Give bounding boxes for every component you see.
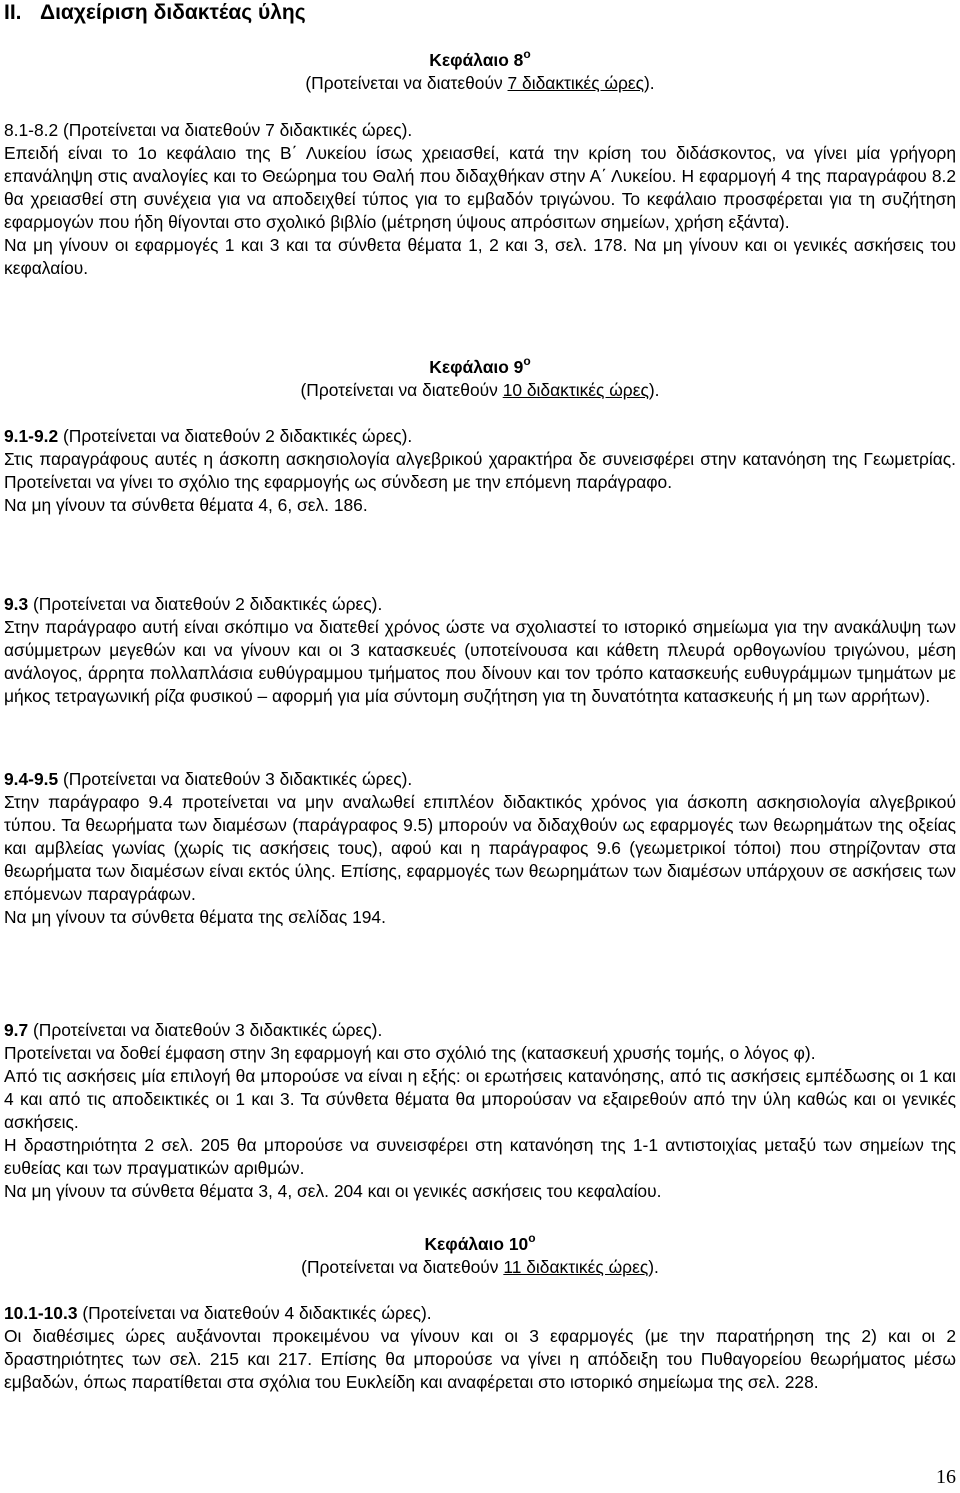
paragraph: Από τις ασκήσεις μία επιλογή θα μπορούσε να είναι η εξής: οι ερωτήσεις κατανόησης, από τις ασκήσεις εμπέδωσης οι 1 και 4 και από τις αποδεικτικές οι 1 και 3. Τα σύνθετα θέματα θα μπορούσαν να εξαιρεθούν από την ύλη καθώς και οι γενικές ασκήσεις. [4,1066,956,1132]
paragraph: Να μη γίνουν τα σύνθετα θέματα 4, 6, σελ. 186. [4,495,368,515]
ordinal-superscript: ο [528,1231,536,1245]
subsection-number: 9.4-9.5 [4,769,59,789]
hours-prefix: (Προτείνεται να διατεθούν [300,380,503,400]
paragraph: Προτείνεται να δοθεί έμφαση στην 3η εφαρμογή και στο σχόλιό της (κατασκευή χρυσής τομής, ο λόγος φ). [4,1043,816,1063]
paragraph: Οι διαθέσιμες ώρες αυξάνονται προκειμένου να γίνουν και οι 3 εφαρμογές (με την παρατήρηση της 2) και οι 2 δραστηριότητες των σελ. 215 και 217. Επίσης θα μπορούσε να γίνει η απόδειξη του Πυθαγορείου θεωρήματος μέσω εμβαδών, όπως παρατίθεται στα σχόλια του Ευκλείδη και αναφέρεται στο ιστορικό σημείωμα της σελ. 228. [4,1326,956,1392]
subsection-heading: 8.1-8.2 (Προτείνεται να διατεθούν 7 διδακτικές ώρες). [4,120,413,140]
hours-underlined: 7 διδακτικές ώρες [507,73,645,93]
hours-suffix: ). [644,73,655,93]
subsection-9-3 [4,593,956,708]
paragraph: Να μη γίνουν οι εφαρμογές 1 και 3 και τα σύνθετα θέματα 1, 2 και 3, σελ. 178. Να μη γίνουν και οι γενικές ασκήσεις του κεφαλαίου. [4,235,956,278]
chapter-10 [4,1233,956,1279]
paragraph: Στην παράγραφο αυτή είναι σκόπιμο να διατεθεί χρόνος ώστε να σχολιαστεί το ιστορικό σημείωμα για την ανακάλυψη των ασύμμετρων μεγεθών και να γίνουν και οι 3 κατασκευές (υποτείνουσα και κάθετη πλευρά ορθογωνίου τριγώνου, μέση ανάλογος, άρρητα πολλαπλάσια ευθύγραμμου τμήματος που δίνουν και τον τρόπο κατασκευής ευθυγράμμων τμημάτων με μήκος τετραγωνική ρίζα φυσικού – αφορμή για μία σύντομη συζήτηση για τη δυνατότητα κατασκευής ή μη των αρρήτων). [4,617,956,706]
chapter-8-heading [4,49,956,95]
ordinal-superscript: ο [523,354,531,368]
section-heading [4,0,306,26]
chapter-title: Κεφάλαιο 10 [424,1234,529,1254]
paragraph: Η δραστηριότητα 2 σελ. 205 θα μπορούσε να συνεισφέρει στη κατανόηση της 1-1 αντιστοιχίας μεταξύ των σημείων της ευθείας και των πραγματικών αριθμών. [4,1135,956,1178]
subsection-9-4 [4,768,956,929]
subsection-number: 9.7 [4,1020,29,1040]
subsection-hours: (Προτείνεται να διατεθούν 4 διδακτικές ώρες). [77,1303,432,1323]
subsection-hours: (Προτείνεται να διατεθούν 2 διδακτικές ώρες). [28,594,383,614]
hours-suffix: ). [648,1257,659,1277]
subsection-number: 9.3 [4,594,29,614]
ordinal-superscript: ο [523,47,531,61]
subsection-number: 9.1-9.2 [4,426,59,446]
page-number: 16 [936,1466,956,1488]
subsection-9-1 [4,425,956,517]
section-title: Διαχείριση διδακτέας ύλης [40,1,306,24]
subsection-hours: (Προτείνεται να διατεθούν 3 διδακτικές ώρες). [58,769,413,789]
chapter-8 [4,49,956,95]
hours-suffix: ). [648,380,660,400]
chapter-title: Κεφάλαιο 9 [429,357,524,377]
paragraph: Να μη γίνουν τα σύνθετα θέματα της σελίδας 194. [4,907,386,927]
subsection-hours: (Προτείνεται να διατεθούν 2 διδακτικές ώρες). [58,426,413,446]
paragraph: Επειδή είναι το 1ο κεφάλαιο της Β΄ Λυκείου ίσως χρειασθεί, κατά την κρίση του διδάσκοντος, να γίνει μία γρήγορη επανάληψη στις αναλογίες και το Θεώρημα του Θαλή που διδαχθήκαν στην Α΄ Λυκείου. Η εφαρμογή 4 της παραγράφου 8.2 θα χρειασθεί στη συνέχεια για να αποδειχθεί τύπος για το εμβαδόν τριγώνου. Το κεφάλαιο προσφέρεται για τη συζήτηση εφαρμογών που ήδη θίγονται στο σχολικό βιβλίο (μέτρηση ύψους απρόσιτων σημείων, χρήση εξάντα). [4,143,956,232]
chapter-title: Κεφάλαιο 8 [429,50,524,70]
hours-underlined: 10 διδακτικές ώρες [502,380,649,400]
chapter-10-heading [4,1233,956,1279]
paragraph: Να μη γίνουν τα σύνθετα θέματα 3, 4, σελ. 204 και οι γενικές ασκήσεις του κεφαλαίου. [4,1181,662,1201]
hours-prefix: (Προτείνεται να διατεθούν [305,73,508,93]
subsection-hours: (Προτείνεται να διατεθούν 3 διδακτικές ώρες). [28,1020,383,1040]
paragraph: Στις παραγράφους αυτές η άσκοπη ασκησιολογία αλγεβρικού χαρακτήρα δε συνεισφέρει στην κατανόηση της Γεωμετρίας. Προτείνεται να γίνει το σχόλιο της εφαρμογής ως σύνδεση με την επόμενη παράγραφο. [4,449,956,492]
subsection-9-7 [4,1019,956,1203]
chapter-8-body [4,119,956,280]
chapter-9-heading [4,356,956,402]
section-number: II. [4,1,22,24]
hours-underlined: 11 διδακτικές ώρες [503,1257,649,1277]
hours-prefix: (Προτείνεται να διατεθούν [301,1257,504,1277]
subsection-number: 10.1-10.3 [4,1303,78,1323]
paragraph: Στην παράγραφο 9.4 προτείνεται να μην αναλωθεί επιπλέον διδακτικός χρόνος για άσκοπη ασκησιολογία αλγεβρικού τύπου. Τα θεωρήματα των διαμέσων (παράγραφος 9.5) μπορούν να διδαχθούν ως εφαρμογές των θεωρημάτων της οξείας και αμβλείας γωνίας (χωρίς τις ασκήσεις τους), αφού και η παράγραφος 9.6 (γεωμετρικοί τόποι) που στηρίζονταν στα θεωρήματα των διαμέσων είναι εκτός ύλης. Επίσης, εφαρμογές των θεωρημάτων των διαμέσων υπάρχουν σε ασκήσεις των επόμενων παραγράφων. [4,792,956,904]
subsection-10-1 [4,1302,956,1394]
chapter-9 [4,356,956,402]
